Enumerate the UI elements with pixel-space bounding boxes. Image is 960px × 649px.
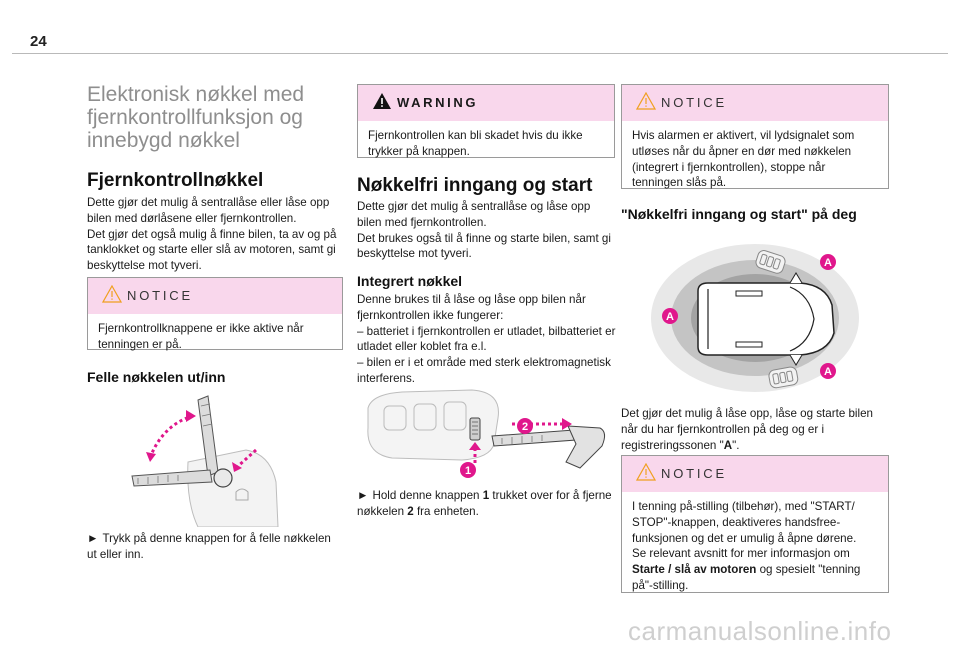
remote-key-intro-line2: Det gjør det også mulig å finne bilen, ta av og på tanklokket og starte eller slå av motoren, samt gi beskyttelse mot tyveri. xyxy=(87,227,337,273)
callout-number-2: 2 xyxy=(521,421,529,433)
zone-text-ref: A xyxy=(723,438,733,452)
notice-text: Fjernkontrollknappene er ikke aktive når tenningen er på. xyxy=(98,322,304,351)
notice-text xyxy=(622,492,888,602)
remote-key-intro-line1: Dette gjør det mulig å sentrallåse eller låse opp bilen med dørlåsene eller fjernkontrollen. xyxy=(87,196,330,225)
notice-box-2 xyxy=(621,84,889,189)
notice-label: NOTICE xyxy=(127,288,193,303)
subheading-keyless-on-you: "Nøkkelfri inngang og start" på deg xyxy=(621,206,857,222)
page-title: Elektronisk nøkkel med fjernkontrollfunksjon og innebygd nøkkel xyxy=(87,83,305,152)
integrated-key-item-1: – batteriet i fjernkontrollen er utladet, bilbatteriet er utladet eller koblet fra e.l. xyxy=(357,324,616,354)
caution-triangle-icon xyxy=(102,285,122,303)
notice-box-1 xyxy=(87,277,343,350)
remote-key-intro xyxy=(87,195,345,274)
subheading-integrated-key: Integrert nøkkel xyxy=(357,273,463,289)
section-heading-keyless: Nøkkelfri inngang og start xyxy=(357,175,593,196)
instruction-text-part2: trukket over for å fjerne nøkkelen xyxy=(357,489,612,518)
zone-text-part2: ". xyxy=(732,438,740,452)
page-number: 24 xyxy=(30,33,47,50)
caution-triangle-icon xyxy=(636,463,656,481)
instruction-text-part3: fra enheten. xyxy=(413,504,479,518)
notice-header xyxy=(622,456,888,492)
watermark-text: carmanualsonline.info xyxy=(628,616,892,646)
notice-text: Hvis alarmen er aktivert, vil lydsignalet som utløses når du åpner en dør med nøkkelen (integrert i fjernkontrollen), stoppe når tenningen slås på. xyxy=(632,129,855,190)
bullet-arrow-icon: ► xyxy=(87,532,99,545)
header-divider xyxy=(12,53,948,54)
detection-zone-illustration xyxy=(650,243,860,393)
notice-box-3 xyxy=(621,455,889,593)
fold-key-illustration xyxy=(128,392,288,527)
keyless-intro-line2: Det brukes også til å finne og starte bilen, samt gi beskyttelse mot tyveri. xyxy=(357,231,611,261)
zone-label-a-bottom: A xyxy=(824,366,832,378)
notice-text-bold-ref: Starte / slå av motoren xyxy=(632,563,757,577)
integrated-key-text xyxy=(357,292,617,387)
callout-number-1: 1 xyxy=(464,465,472,477)
caution-triangle-icon xyxy=(636,92,656,110)
warning-label: WARNING xyxy=(397,95,479,110)
integrated-key-intro: Denne brukes til å låse og låse opp bilen når fjernkontrollen ikke fungerer: xyxy=(357,293,586,322)
notice-label: NOTICE xyxy=(661,466,727,481)
instruction-ref-2: 2 xyxy=(407,504,414,518)
integrated-key-instruction xyxy=(357,488,615,520)
instruction-text-part1: Hold denne knappen xyxy=(372,489,483,502)
warning-header xyxy=(358,85,614,121)
notice-text-part3: og spesielt "tenning på"-stilling. xyxy=(632,563,861,592)
section-heading-remote-key: Fjernkontrollnøkkel xyxy=(87,170,264,191)
notice-header xyxy=(622,85,888,121)
warning-text: Fjernkontrollen kan bli skadet hvis du ikke trykker på knappen. xyxy=(368,129,583,158)
notice-header xyxy=(88,278,342,314)
subheading-fold-key: Felle nøkkelen ut/inn xyxy=(87,369,226,385)
notice-text-para2 xyxy=(632,546,878,593)
fold-key-instruction xyxy=(87,531,343,563)
fold-key-instruction-text: Trykk på denne knappen for å felle nøkkelen ut eller inn. xyxy=(87,532,331,561)
zone-label-a-left: A xyxy=(666,311,674,323)
notice-text-para1: I tenning på-stilling (tilbehør), med "START/ STOP"-knappen, deaktiveres handsfree-funksjonen og det er umulig å åpne dørene. xyxy=(632,500,857,545)
keyless-intro xyxy=(357,199,615,262)
keyless-intro-line1: Dette gjør det mulig å sentrallåse og låse opp bilen med fjernkontrollen. xyxy=(357,200,591,229)
integrated-key-item-2: – bilen er i et område med sterk elektromagnetisk interferens. xyxy=(357,356,611,385)
notice-text-part2: Se relevant avsnitt for mer informasjon om xyxy=(632,547,850,561)
instruction-ref-1: 1 xyxy=(482,489,490,502)
zone-text-part1: Det gjør det mulig å låse opp, låse og starte bilen når du har fjernkontrollen på deg og er i registreringssonen " xyxy=(621,407,873,452)
warning-triangle-icon xyxy=(372,92,392,110)
bullet-arrow-icon: ► xyxy=(357,489,369,502)
zone-description xyxy=(621,406,889,453)
integrated-key-illustration xyxy=(362,388,610,484)
warning-box xyxy=(357,84,615,158)
notice-label: NOTICE xyxy=(661,95,727,110)
zone-label-a-top: A xyxy=(824,257,832,269)
